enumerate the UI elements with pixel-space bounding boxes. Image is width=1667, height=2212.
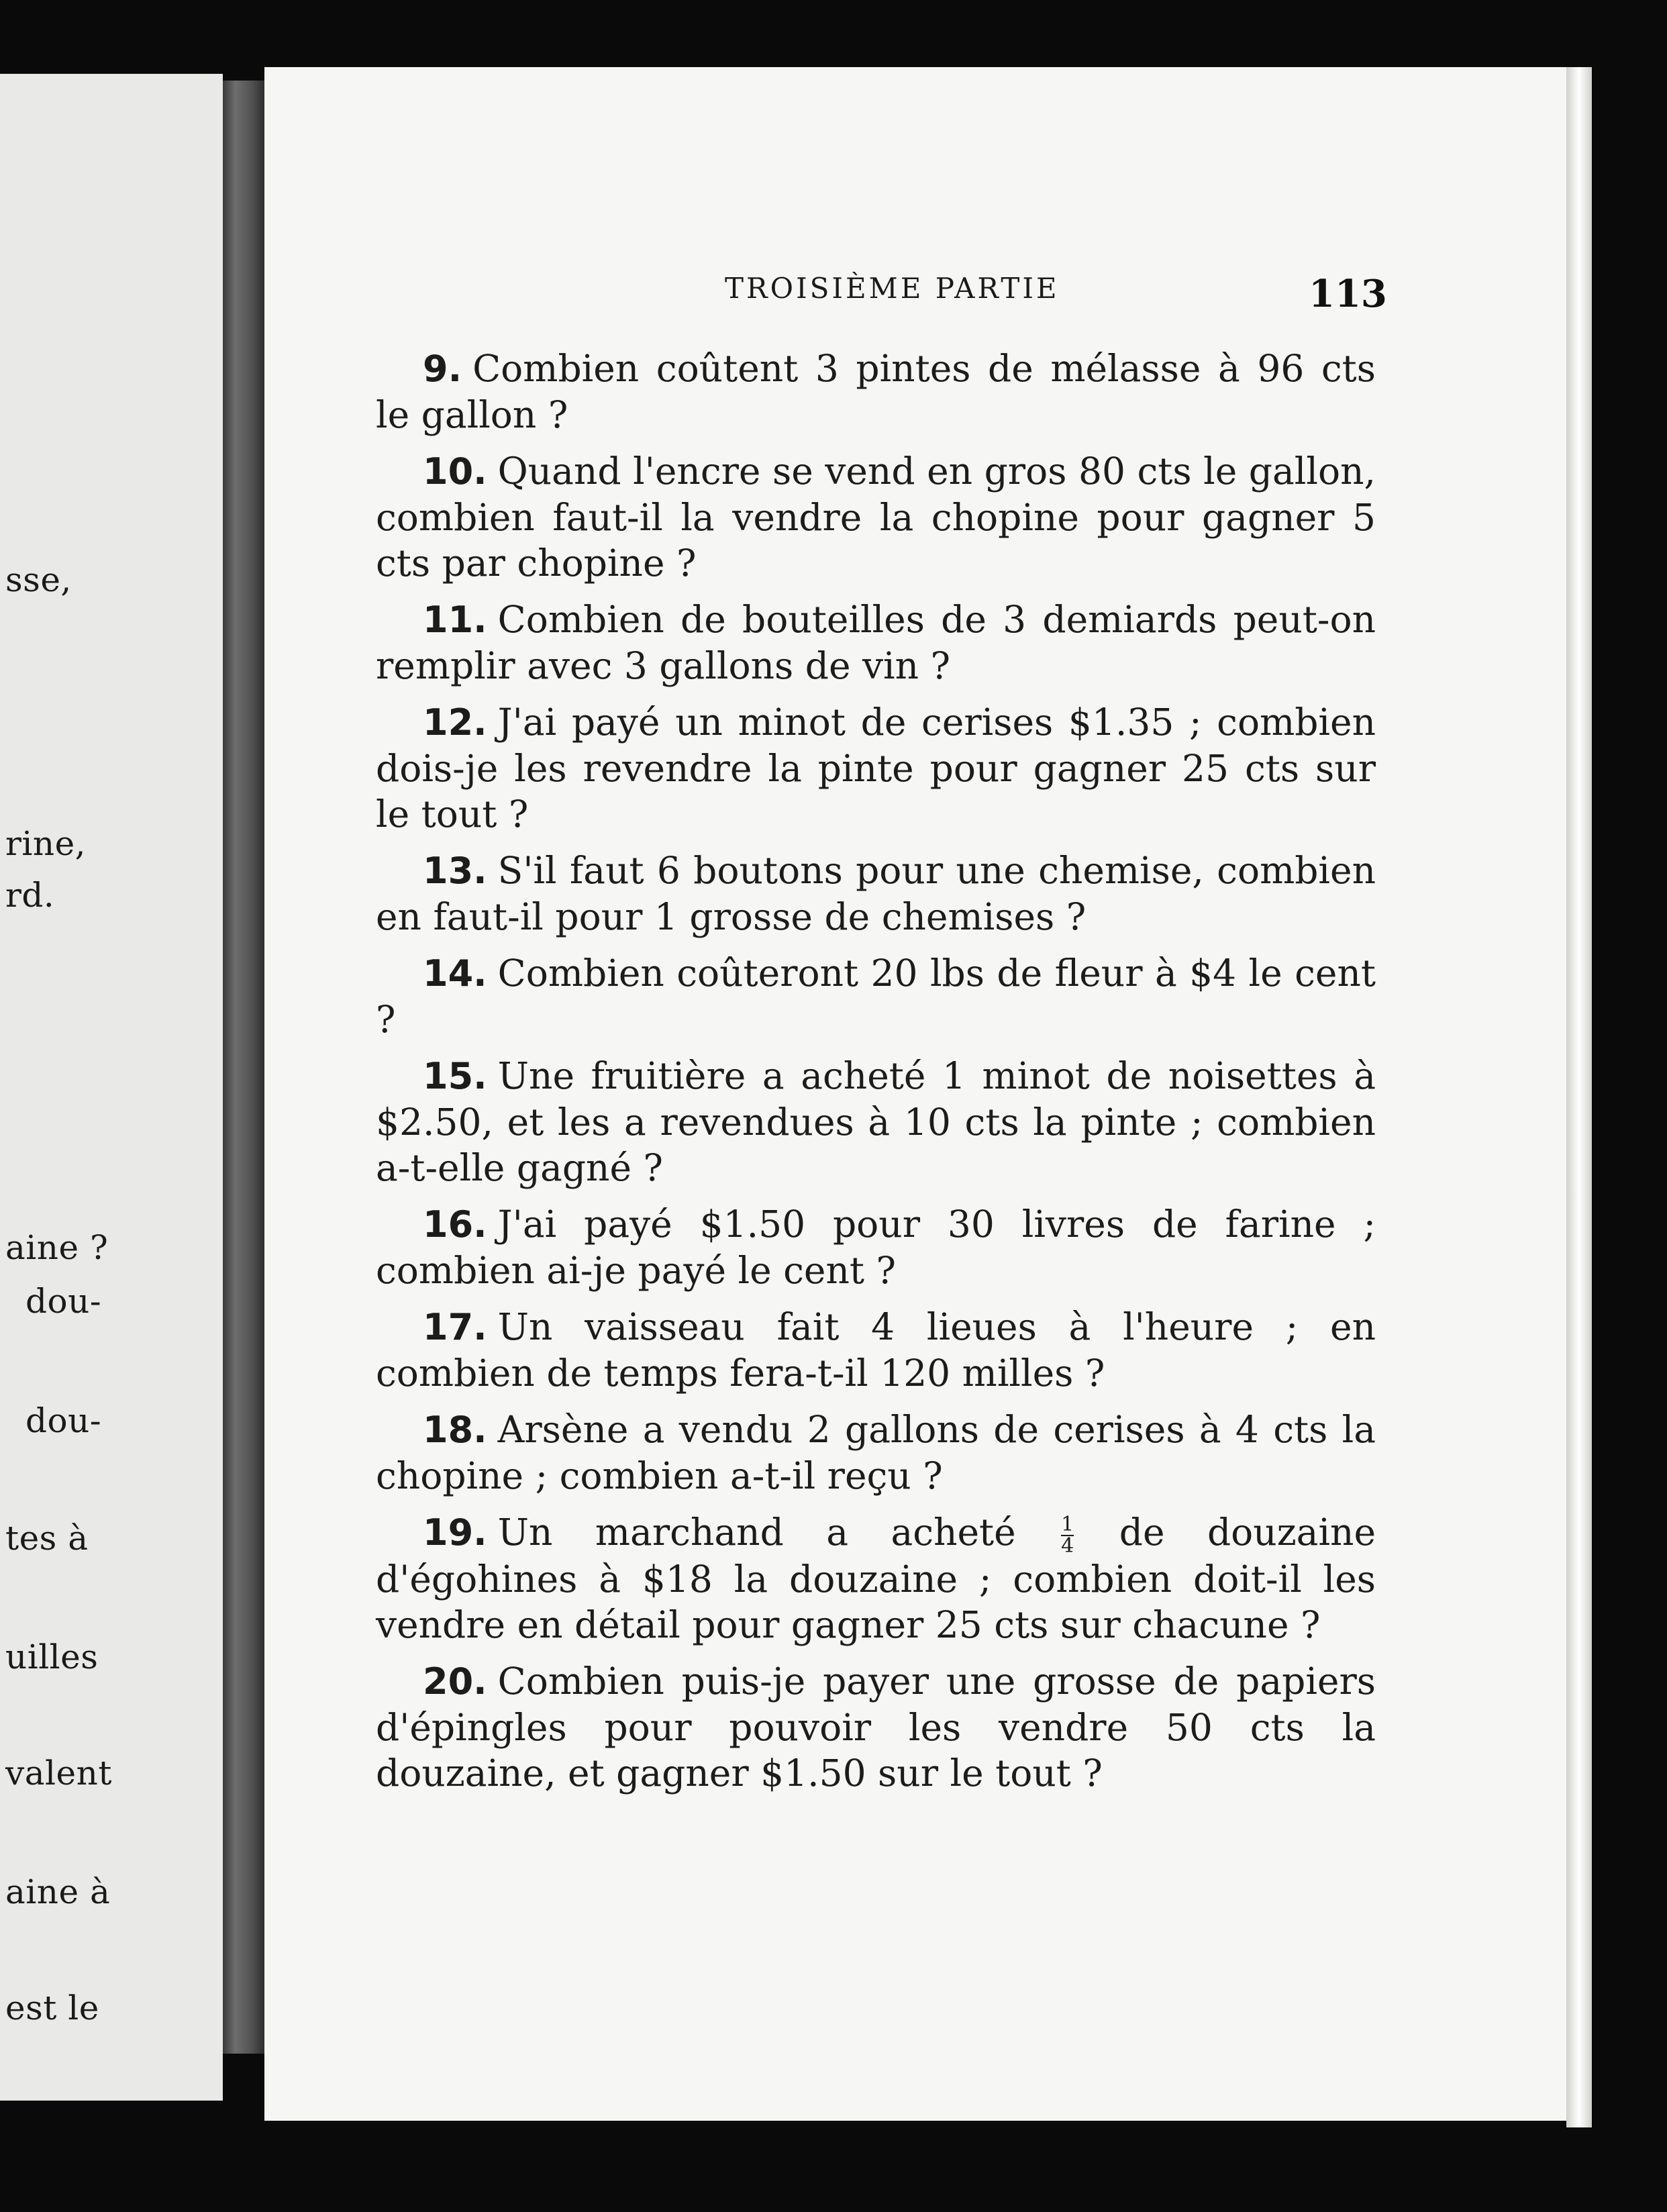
problem-number: 19. bbox=[423, 1511, 487, 1554]
problem-number: 12. bbox=[423, 701, 487, 744]
left-fragment: dou- bbox=[26, 1282, 102, 1321]
problem-item bbox=[376, 1407, 1376, 1499]
problem-item bbox=[376, 1509, 1376, 1648]
problem-text: J'ai payé un minot de cerises $1.35 ; combien dois-je les revendre la pinte pour gagner 25 cts sur le tout ? bbox=[376, 701, 1376, 836]
problem-item bbox=[376, 950, 1376, 1042]
problem-number: 20. bbox=[423, 1660, 487, 1703]
problem-text: Combien coûteront 20 lbs de fleur à $4 le cent ? bbox=[376, 952, 1376, 1041]
problem-text: Combien puis-je payer une grosse de papiers d'épingles pour pouvoir les vendre 50 cts la douzaine, et gagner $1.50 sur le tout ? bbox=[376, 1660, 1376, 1795]
problem-text-after: de douzaine d'égohines à $18 la douzaine ; combien doit-il les vendre en détail pour gagner 25 cts sur chacune ? bbox=[376, 1511, 1376, 1646]
problem-number: 15. bbox=[423, 1055, 487, 1097]
problem-number: 10. bbox=[423, 450, 487, 493]
left-fragment: rine, bbox=[5, 824, 87, 863]
problem-list bbox=[376, 346, 1376, 1807]
left-fragment: aine à bbox=[5, 1872, 111, 1911]
problem-number: 9. bbox=[423, 348, 462, 390]
problem-number: 18. bbox=[423, 1409, 487, 1451]
left-fragment: dou- bbox=[26, 1401, 102, 1440]
problem-item bbox=[376, 1053, 1376, 1191]
left-fragment: uilles bbox=[5, 1638, 99, 1676]
problem-number: 11. bbox=[423, 599, 487, 641]
problem-item bbox=[376, 1304, 1376, 1396]
fraction bbox=[1061, 1515, 1074, 1556]
problem-item bbox=[376, 346, 1376, 438]
problem-text: Arsène a vendu 2 gallons de cerises à 4 cts la chopine ; combien a-t-il reçu ? bbox=[376, 1408, 1376, 1497]
problem-item bbox=[376, 1658, 1376, 1796]
problem-number: 16. bbox=[423, 1203, 487, 1246]
fraction-denominator: 4 bbox=[1061, 1534, 1074, 1558]
left-fragment: valent bbox=[5, 1754, 112, 1793]
problem-item bbox=[376, 699, 1376, 837]
problem-text: J'ai payé $1.50 pour 30 livres de farine ; combien ai-je payé le cent ? bbox=[376, 1203, 1376, 1292]
problem-item bbox=[376, 848, 1376, 940]
left-fragment: rd. bbox=[5, 876, 55, 915]
problem-item bbox=[376, 597, 1376, 689]
problem-text: Combien coûtent 3 pintes de mélasse à 96 cts le gallon ? bbox=[376, 347, 1376, 436]
problem-text: Une fruitière a acheté 1 minot de noisettes à $2.50, et les a revendues à 10 cts la pinte ; combien a-t-elle gagné ? bbox=[376, 1054, 1376, 1189]
left-fragment: sse, bbox=[5, 560, 72, 599]
problem-text: Combien de bouteilles de 3 demiards peut-on remplir avec 3 gallons de vin ? bbox=[376, 598, 1376, 687]
problem-item bbox=[376, 448, 1376, 586]
fraction-numerator: 1 bbox=[1061, 1513, 1074, 1536]
problem-text: Un vaisseau fait 4 lieues à l'heure ; en combien de temps fera-t-il 120 milles ? bbox=[376, 1305, 1376, 1395]
book-gutter bbox=[223, 81, 264, 2054]
problem-number: 14. bbox=[423, 952, 487, 995]
page-edge bbox=[1566, 67, 1592, 2127]
problem-item bbox=[376, 1201, 1376, 1293]
left-page bbox=[0, 74, 223, 2101]
left-fragment: est le bbox=[5, 1989, 99, 2027]
problem-text: Quand l'encre se vend en gros 80 cts le gallon, combien faut-il la vendre la chopine pour gagner 5 cts par chopine ? bbox=[376, 450, 1376, 585]
problem-text-before: Un marchand a acheté bbox=[497, 1511, 1016, 1554]
page-number: 113 bbox=[1309, 272, 1387, 316]
problem-text: S'il faut 6 boutons pour une chemise, combien en faut-il pour 1 grosse de chemises ? bbox=[376, 849, 1376, 938]
problem-number: 13. bbox=[423, 850, 487, 892]
problem-number: 17. bbox=[423, 1306, 487, 1348]
left-fragment: tes à bbox=[5, 1519, 89, 1558]
running-header: TROISIÈME PARTIE bbox=[725, 272, 1060, 305]
left-fragment: aine ? bbox=[5, 1228, 109, 1267]
